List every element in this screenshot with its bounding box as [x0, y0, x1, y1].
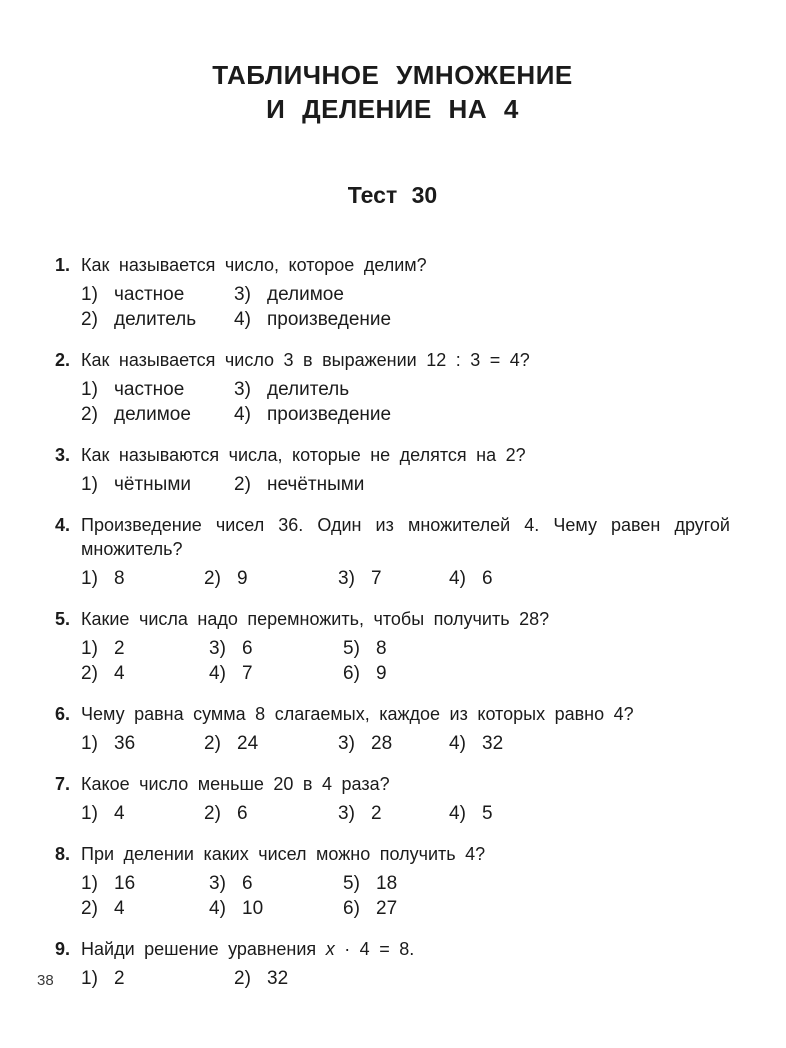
option	[81, 896, 209, 921]
option-label: 2)	[204, 733, 221, 754]
question-text: Как называются числа, которые не делятся на 2?	[81, 445, 526, 465]
option-value: 6	[482, 568, 493, 589]
option	[81, 472, 234, 497]
option-label: 1)	[81, 474, 98, 495]
option-label: 4)	[234, 309, 251, 330]
option-label: 1)	[81, 968, 98, 989]
question-number: 8.	[55, 844, 71, 864]
option-value: частное	[114, 284, 185, 305]
option-label: 1)	[81, 873, 98, 894]
question-head	[55, 937, 730, 961]
question	[55, 443, 730, 497]
options-grid	[81, 871, 730, 921]
option-value: 18	[376, 873, 398, 894]
question-head	[55, 842, 730, 866]
question-text-segment: · 4 = 8.	[334, 939, 415, 959]
option-label: 5)	[343, 638, 360, 659]
options-grid	[81, 472, 730, 497]
option-label: 4)	[449, 733, 466, 754]
question-text: Какое число меньше 20 в 4 раза?	[81, 774, 390, 794]
question-text: Как называется число, которое делим?	[81, 255, 427, 275]
option-value: 32	[267, 968, 289, 989]
option	[449, 801, 730, 826]
option-label: 2)	[234, 474, 251, 495]
option	[81, 966, 234, 991]
option	[449, 731, 730, 756]
question-text-segment: x	[325, 939, 335, 959]
option	[81, 731, 204, 756]
option-value: произведение	[267, 404, 392, 425]
option	[209, 661, 343, 686]
option	[449, 566, 730, 591]
option-label: 1)	[81, 379, 98, 400]
question-text	[81, 937, 730, 961]
option-label: 5)	[343, 873, 360, 894]
option-value: 4	[114, 663, 125, 684]
option	[234, 402, 730, 427]
page-title	[55, 58, 730, 126]
option-label: 1)	[81, 568, 98, 589]
option-value: 10	[242, 898, 264, 919]
options-grid	[81, 801, 730, 826]
option	[209, 871, 343, 896]
option-label: 4)	[209, 898, 226, 919]
option-label: 3)	[234, 379, 251, 400]
option	[234, 966, 730, 991]
option-label: 1)	[81, 803, 98, 824]
option-label: 1)	[81, 284, 98, 305]
option-value: 24	[237, 733, 259, 754]
option-value: 2	[114, 638, 125, 659]
option-label: 2)	[204, 803, 221, 824]
question	[55, 842, 730, 921]
option-label: 4)	[449, 803, 466, 824]
option-label: 3)	[338, 733, 355, 754]
question-text-segment: Найди решение уравнения	[81, 939, 326, 959]
question	[55, 702, 730, 756]
option	[338, 731, 449, 756]
option-label: 1)	[81, 638, 98, 659]
option-value: 7	[371, 568, 382, 589]
question-head	[55, 443, 730, 467]
option-value: нечётными	[267, 474, 365, 495]
question-head	[55, 607, 730, 631]
option	[343, 871, 730, 896]
option-value: делитель	[114, 309, 197, 330]
option-label: 3)	[209, 638, 226, 659]
option-value: 8	[114, 568, 125, 589]
question	[55, 772, 730, 826]
option	[204, 801, 338, 826]
option-value: 36	[114, 733, 136, 754]
option-label: 2)	[81, 663, 98, 684]
question-number: 6.	[55, 704, 71, 724]
option	[234, 282, 730, 307]
option	[204, 566, 338, 591]
option-label: 2)	[81, 898, 98, 919]
option-value: 6	[237, 803, 248, 824]
option-label: 2)	[234, 968, 251, 989]
option	[209, 896, 343, 921]
question-head	[55, 513, 730, 561]
question-head	[55, 253, 730, 277]
question-number: 2.	[55, 350, 71, 370]
question-number: 9.	[55, 939, 71, 959]
question	[55, 513, 730, 591]
question	[55, 937, 730, 991]
question-head	[55, 348, 730, 372]
option	[234, 307, 730, 332]
option-value: 27	[376, 898, 398, 919]
option-value: произведение	[267, 309, 392, 330]
option	[234, 472, 730, 497]
option	[81, 377, 234, 402]
question-text: Какие числа надо перемножить, чтобы получить 28?	[81, 609, 550, 629]
option	[81, 402, 234, 427]
option-label: 2)	[204, 568, 221, 589]
option	[343, 661, 730, 686]
question-text: Произведение чисел 36. Один из множителей 4. Чему равен другой множитель?	[81, 515, 730, 559]
options-grid	[81, 966, 730, 991]
option-value: 28	[371, 733, 393, 754]
options-grid	[81, 377, 730, 427]
option-value: 6	[242, 638, 253, 659]
option	[81, 566, 204, 591]
question-number: 4.	[55, 515, 71, 535]
option-label: 4)	[209, 663, 226, 684]
option-value: 2	[114, 968, 125, 989]
question-number: 7.	[55, 774, 71, 794]
option-label: 6)	[343, 663, 360, 684]
option-value: частное	[114, 379, 185, 400]
option-label: 3)	[209, 873, 226, 894]
question-number: 1.	[55, 255, 71, 275]
option	[209, 636, 343, 661]
option-label: 3)	[338, 568, 355, 589]
question-head	[55, 702, 730, 726]
option	[204, 731, 338, 756]
page-title-line2: И ДЕЛЕНИЕ НА 4	[266, 94, 519, 124]
option-value: 2	[371, 803, 382, 824]
question-text: При делении каких чисел можно получить 4?	[81, 844, 486, 864]
option	[343, 636, 730, 661]
question	[55, 253, 730, 332]
option-label: 4)	[449, 568, 466, 589]
page-title-line1: ТАБЛИЧНОЕ УМНОЖЕНИЕ	[212, 60, 573, 90]
option	[81, 307, 234, 332]
option-label: 6)	[343, 898, 360, 919]
question	[55, 348, 730, 427]
test-title: Тест 30	[347, 182, 438, 208]
option-value: делимое	[114, 404, 191, 425]
option	[338, 566, 449, 591]
question-number: 5.	[55, 609, 71, 629]
option-label: 4)	[234, 404, 251, 425]
option-label: 3)	[234, 284, 251, 305]
questions	[55, 253, 730, 991]
option-value: 5	[482, 803, 493, 824]
page-number: 38	[37, 972, 54, 989]
option-value: 4	[114, 803, 125, 824]
question-text: Чему равна сумма 8 слагаемых, каждое из которых равно 4?	[81, 704, 634, 724]
option-value: делитель	[267, 379, 350, 400]
question	[55, 607, 730, 686]
option-label: 2)	[81, 404, 98, 425]
option	[81, 661, 209, 686]
option	[81, 871, 209, 896]
option	[338, 801, 449, 826]
option	[81, 282, 234, 307]
option-value: 7	[242, 663, 253, 684]
option-value: 9	[237, 568, 248, 589]
option-label: 3)	[338, 803, 355, 824]
option	[234, 377, 730, 402]
option	[81, 801, 204, 826]
option-value: делимое	[267, 284, 344, 305]
option-value: 32	[482, 733, 504, 754]
option-value: 16	[114, 873, 136, 894]
option-value: 4	[114, 898, 125, 919]
option-value: 8	[376, 638, 387, 659]
question-head	[55, 772, 730, 796]
option-value: 6	[242, 873, 253, 894]
option-label: 1)	[81, 733, 98, 754]
options-grid	[81, 566, 730, 591]
question-number: 3.	[55, 445, 71, 465]
option	[343, 896, 730, 921]
options-grid	[81, 282, 730, 332]
option	[81, 636, 209, 661]
options-grid	[81, 731, 730, 756]
option-value: чётными	[114, 474, 191, 495]
option-label: 2)	[81, 309, 98, 330]
option-value: 9	[376, 663, 387, 684]
question-text: Как называется число 3 в выражении 12 : 3 = 4?	[81, 350, 530, 370]
options-grid	[81, 636, 730, 686]
